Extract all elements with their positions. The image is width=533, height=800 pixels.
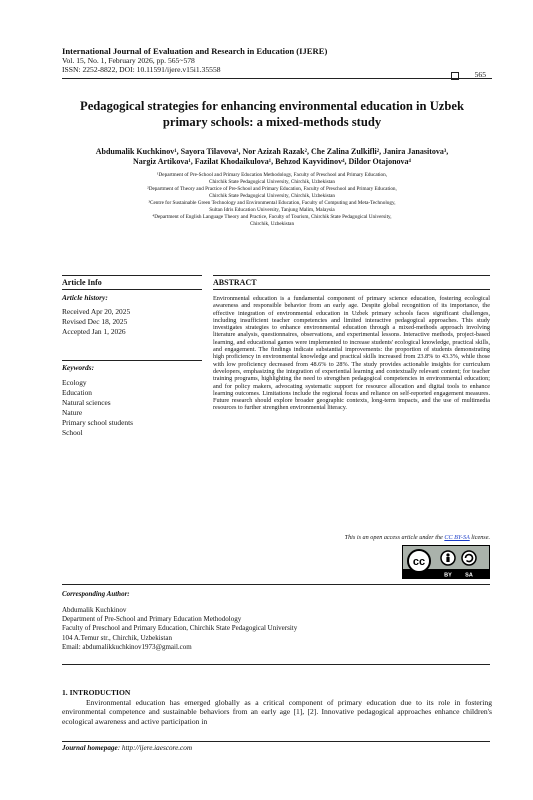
journal-issn: ISSN: 2252-8822, DOI: 10.11591/ijere.v15i1.35558 [62,65,221,75]
corresponding-faculty: Faculty of Preschool and Primary Education, Chirchik State Pedagogical University [62,624,298,633]
affiliation-4: ⁴Department of English Language Theory and Practice, Faculty of Tourism, Chirchik State Pedagogical University, Chirchik, Uzbekistan [152,214,392,227]
affiliation-2: ²Department of Theory and Practice of Pre-School and Primary Education, Faculty of Preschool and Primary Education, Chirchik State Pedagogical University, Chirchik, Uzbekistan [147,186,397,199]
keyword-item: Education [62,388,92,397]
cc-by-sa-icon [402,545,490,579]
svg-text:SA: SA [465,572,473,578]
keyword-item: Primary school students [62,418,134,427]
author-list [62,147,482,167]
corresponding-dept: Department of Pre-School and Primary Education Methodology [62,615,242,624]
journal-volume: Vol. 15, No. 1, February 2026, pp. 565~578 [62,56,195,65]
affiliation-1: ¹Department of Pre-School and Primary Education Methodology, Faculty of Preschool and Primary Education, Chirchik State Pedagogical University, Chirchik, Uzbekistan [157,172,387,185]
footer-rule [62,741,490,742]
article-info-heading: Article Info [62,278,102,287]
paper-title: Pedagogical strategies for enhancing environmental education in Uzbek primary schools: a mixed-methods study [80,99,464,129]
corresponding-top-rule [62,584,490,585]
keyword-item: School [62,428,83,437]
corresponding-label: Corresponding Author: [62,590,130,598]
keyword-item: Natural sciences [62,398,111,407]
keywords-block [62,363,133,438]
page-number: 565 [474,70,486,79]
homepage-url[interactable]: : http://ijere.iaescore.com [117,744,193,752]
history-label: Article history: [62,293,108,302]
affiliation-3: ³Centre for Sustainable Green Technology and Environmental Education, Faculty of Computing and Meta-Technology, Sultan Idris Education University, Tanjung Malim, Malaysia [148,200,396,213]
info-sub-rule [62,289,202,290]
authors-line-2: Nargiz Artikova¹, Fazilat Khodaikulova¹, Behzod Kayvidinov⁴, Dildor Otajonova⁴ [133,157,411,166]
abstract-text: Environmental education is a fundamental component of primary science education, fostering ecological awareness and responsible behavior from an early age. Despite global recognition of its importance, the effective integration of environmental education in Uzbek primary schools faces significant challenges, including insufficient teacher competencies and limited interactive pedagogical approaches. This study investigates strategies to enhance environmental education through a mixed-methods approach involving literature analysis, questionnaires, observations, and experimental lessons. Interactive methods, project-based learning, and educational games were implemented to increase students' ecological knowledge, practical skills, and engagement. The findings indicate substantial improvements: the proportion of students demonstrating high proficiency in environmental knowledge and practical skills increased from 23.8% to 43.3%, while those with low proficiency decreased from 48.6% to 28%. The study provides actionable insights for curriculum developers, emphasizing the integration of experiential learning and contextually relevant content; for teacher training programs, highlighting the need to strengthen pedagogical competencies in environmental education; and for policy makers, advocating systematic support for resource allocation and digital tools to enhance learning outcomes. Limitations include the regional focus and reliance on self-reported engagement measures. Future research should explore broader geographic contexts, long-term impacts, and the use of multimedia resources to further strengthen environmental literacy. [213,295,490,412]
license-link[interactable]: CC BY-SA [444,534,470,541]
abstract-sub-rule [213,289,490,290]
cc-badge-graphic [403,546,489,578]
abstract-heading: ABSTRACT [213,278,257,287]
journal-name: International Journal of Evaluation and Research in Education (IJERE) [62,46,328,56]
header-rule [62,78,492,79]
keywords-label: Keywords: [62,363,95,372]
keyword-item: Ecology [62,378,87,387]
corresponding-details [62,606,297,652]
article-history [62,293,130,337]
revised-date: Revised Dec 18, 2025 [62,317,128,326]
keywords-rule [62,360,202,361]
accepted-date: Accepted Jan 1, 2026 [62,327,126,336]
introduction-heading: 1. INTRODUCTION [62,688,131,697]
info-top-rule [62,275,202,276]
received-date: Received Apr 20, 2025 [62,307,131,316]
introduction-section [62,688,492,726]
svg-text:cc: cc [412,556,426,568]
corresponding-address: 104 A.Temur str., Chirchik, Uzbekistan [62,633,172,642]
journal-header [62,46,492,75]
homepage-label: Journal homepage [62,744,118,752]
corresponding-bottom-rule [62,664,490,665]
corresponding-email: Email: abdumalikkuchkinov1973@gmail.com [62,642,192,651]
keyword-item: Nature [62,408,83,417]
corresponding-name: Abdumalik Kuchkinov [62,606,127,614]
authors-line-1: Abdumalik Kuchkinov¹, Sayora Tilavova¹, Nor Azizah Razak², Che Zalina Zulkifli², Janira Janasitova³, [95,147,449,156]
introduction-text: Environmental education has emerged globally as a critical component of primary education due to its role in fostering environmental competence and sustainable behaviors from an early age [1], [2]. Innovative pedagogical approaches enhance children's ecological awareness and active participation in [62,697,492,726]
journal-homepage [62,744,192,752]
svg-text:BY: BY [444,572,452,578]
open-access-note: This is an open access article under the CC BY-SA license. [344,534,490,541]
abstract-top-rule [213,275,490,276]
